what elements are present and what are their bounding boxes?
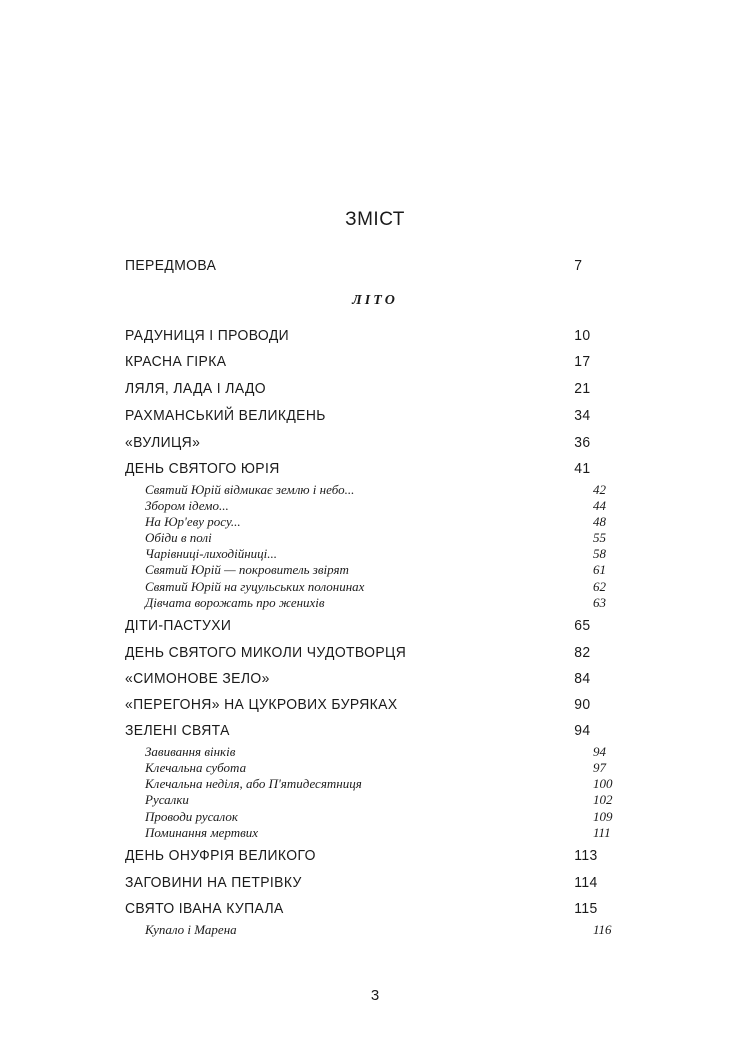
- toc-entry: [125, 354, 610, 374]
- entry-label: ДІТИ-ПАСТУХИ: [125, 618, 232, 634]
- entry-label: Русалки: [145, 792, 189, 807]
- entry-page-number: 94: [593, 744, 606, 759]
- entry-page-number: 7: [574, 258, 583, 274]
- entry-page-number: 94: [574, 723, 591, 739]
- entry-page-number: 90: [574, 697, 591, 713]
- entry-label: Купало і Марена: [145, 922, 237, 937]
- entry-label: ЗАГОВИНИ НА ПЕТРІВКУ: [125, 875, 302, 891]
- entry-label: «СИМОНОВЕ ЗЕЛО»: [125, 671, 270, 687]
- page-number: 3: [370, 987, 380, 1004]
- entry-page-number: 17: [574, 354, 591, 370]
- entry-label: КРАСНА ГІРКА: [125, 354, 227, 370]
- toc-entry: [125, 697, 610, 717]
- entry-page-number: 97: [593, 760, 606, 775]
- entry-label: ДЕНЬ ОНУФРІЯ ВЕЛИКОГО: [125, 848, 316, 864]
- toc-entry: [125, 435, 610, 455]
- entry-label: «ПЕРЕГОНЯ» НА ЦУКРОВИХ БУРЯКАХ: [125, 697, 398, 713]
- entry-page-number: 65: [574, 618, 591, 634]
- entry-page-number: 61: [593, 562, 606, 577]
- entry-page-number: 82: [574, 645, 591, 661]
- entry-page-number: 41: [574, 461, 591, 477]
- entry-label: ЛЯЛЯ, ЛАДА І ЛАДО: [125, 381, 266, 397]
- entry-label: ПЕРЕДМОВА: [125, 258, 217, 274]
- entry-page-number: 44: [593, 498, 606, 513]
- entry-label: Святий Юрій на гуцульських полонинах: [145, 579, 365, 594]
- entry-page-number: 36: [574, 435, 591, 451]
- entry-page-number: 102: [593, 792, 613, 807]
- entry-label: Клечальна субота: [145, 760, 247, 775]
- entry-page-number: 114: [574, 875, 598, 891]
- section-heading: ЛІТО: [352, 293, 398, 308]
- toc-entry: [125, 875, 610, 895]
- entry-page-number: 62: [593, 579, 606, 594]
- entry-page-number: 55: [593, 530, 606, 545]
- entry-page-number: 109: [593, 809, 613, 824]
- entry-label: Клечальна неділя, або П'ятидесятниця: [145, 776, 362, 791]
- entry-page-number: 63: [593, 595, 606, 610]
- entry-label: Проводи русалок: [145, 809, 238, 824]
- toc-subentry: [125, 595, 630, 615]
- toc-entry: [125, 461, 610, 481]
- entry-label: РАХМАНСЬКИЙ ВЕЛИКДЕНЬ: [125, 408, 326, 424]
- toc-entry: [125, 645, 610, 665]
- toc-entry: [125, 671, 610, 691]
- toc-entry: [125, 901, 610, 921]
- entry-page-number: 34: [574, 408, 591, 424]
- toc-entry: [125, 618, 610, 638]
- entry-page-number: 21: [574, 381, 591, 397]
- entry-label: ДЕНЬ СВЯТОГО МИКОЛИ ЧУДОТВОРЦЯ: [125, 645, 407, 661]
- entry-label: СВЯТО ІВАНА КУПАЛА: [125, 901, 284, 917]
- entry-label: Святий Юрій — покровитель звірят: [145, 562, 349, 577]
- entry-page-number: 84: [574, 671, 591, 687]
- entry-label: Поминання мертвих: [145, 825, 259, 840]
- entry-page-number: 111: [593, 825, 611, 840]
- entry-page-number: 42: [593, 482, 606, 497]
- entry-page-number: 10: [574, 328, 591, 344]
- toc-subentry: [125, 922, 630, 942]
- toc-entry: [125, 258, 610, 278]
- entry-label: На Юр'еву росу...: [145, 514, 241, 529]
- toc-subentry: [125, 825, 630, 845]
- entry-label: Чарівниці-лиходійниці...: [145, 546, 278, 561]
- entry-page-number: 116: [593, 922, 612, 937]
- toc-title: ЗМІСТ: [345, 209, 405, 230]
- entry-page-number: 48: [593, 514, 606, 529]
- toc-entry: [125, 408, 610, 428]
- entry-page-number: 100: [593, 776, 613, 791]
- toc-entry: [125, 848, 610, 868]
- entry-label: РАДУНИЦЯ І ПРОВОДИ: [125, 328, 290, 344]
- entry-page-number: 115: [574, 901, 598, 917]
- entry-label: Святий Юрій відмикає землю і небо...: [145, 482, 355, 497]
- entry-label: Завивання вінків: [145, 744, 236, 759]
- entry-label: Збором ідемо...: [145, 498, 229, 513]
- entry-label: ЗЕЛЕНІ СВЯТА: [125, 723, 230, 739]
- entry-label: Обіди в полі: [145, 530, 212, 545]
- entry-label: Дівчата ворожать про женихів: [145, 595, 325, 610]
- entry-label: ДЕНЬ СВЯТОГО ЮРІЯ: [125, 461, 280, 477]
- entry-page-number: 113: [574, 848, 598, 864]
- toc-entry: [125, 723, 610, 743]
- entry-page-number: 58: [593, 546, 606, 561]
- toc-entry: [125, 328, 610, 348]
- entry-label: «ВУЛИЦЯ»: [125, 435, 201, 451]
- toc-entry: [125, 381, 610, 401]
